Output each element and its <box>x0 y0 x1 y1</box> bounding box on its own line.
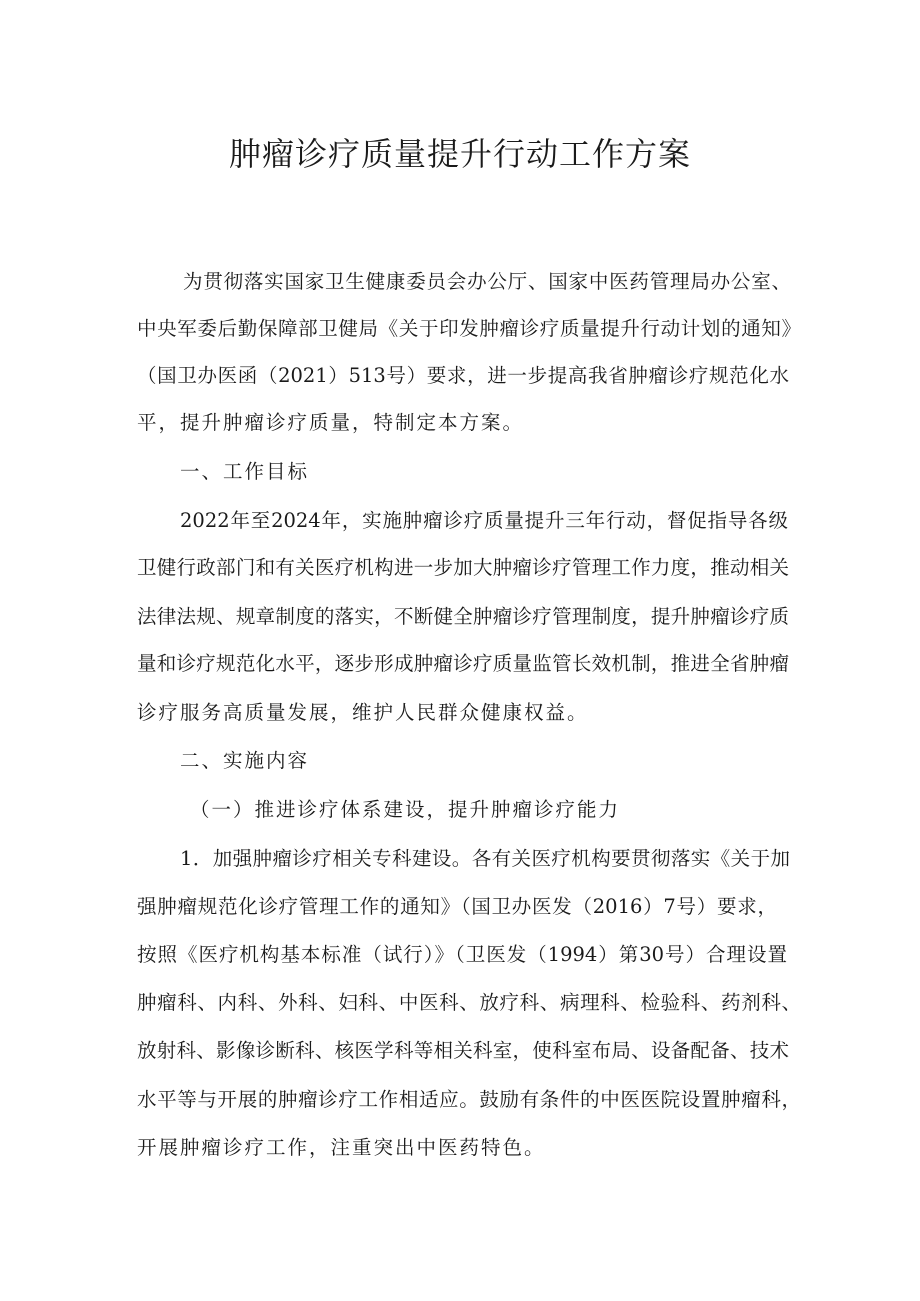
paragraph-line: 水平等与开展的肿瘤诊疗工作相适应。鼓励有条件的中医医院设置肿瘤科， <box>137 1088 801 1111</box>
paragraph-line: 平，提升肿瘤诊疗质量，特制定本方案。 <box>137 411 525 434</box>
paragraph-line: 中央军委后勤保障部卫健局《关于印发肿瘤诊疗质量提升行动计划的通知》 <box>137 317 801 340</box>
paragraph-line: 肿瘤科、内科、外科、妇科、中医科、放疗科、病理科、检验科、药剂科、 <box>137 991 801 1014</box>
section-heading: 一、工作目标 <box>180 460 310 483</box>
paragraph-line: （国卫办医函（2021）513号）要求，进一步提高我省肿瘤诊疗规范化水 <box>137 364 789 387</box>
paragraph-line: 放射科、影像诊断科、核医学科等相关科室，使科室布局、设备配备、技术 <box>137 1039 789 1062</box>
paragraph-line: 按照《医疗机构基本标准（试行）》（卫医发（1994）第30号）合理设置 <box>137 943 787 966</box>
paragraph-line: 诊疗服务高质量发展，维护人民群众健康权益。 <box>137 701 589 724</box>
document-title: 肿瘤诊疗质量提升行动工作方案 <box>228 135 691 173</box>
section-heading: 二、实施内容 <box>180 749 310 772</box>
subsection-heading: （一）推进诊疗体系建设，提升肿瘤诊疗能力 <box>190 798 621 821</box>
paragraph-line: 强肿瘤规范化诊疗管理工作的通知》（国卫办医发（2016）7号）要求， <box>137 895 777 918</box>
paragraph-line: 法律法规、规章制度的落实，不断健全肿瘤诊疗管理制度，提升肿瘤诊疗质 <box>137 605 789 628</box>
paragraph-line: 量和诊疗规范化水平，逐步形成肿瘤诊疗质量监管长效机制，推进全省肿瘤 <box>137 652 789 675</box>
paragraph-line: 卫健行政部门和有关医疗机构进一步加大肿瘤诊疗管理工作力度，推动相关 <box>137 556 789 579</box>
paragraph-line: 1．加强肿瘤诊疗相关专科建设。各有关医疗机构要贯彻落实《关于加 <box>180 847 790 870</box>
paragraph-line: 2022年至2024年，实施肿瘤诊疗质量提升三年行动，督促指导各级 <box>180 509 788 532</box>
paragraph-line: 开展肿瘤诊疗工作，注重突出中医药特色。 <box>137 1136 546 1159</box>
paragraph-line: 为贯彻落实国家卫生健康委员会办公厅、国家中医药管理局办公室、 <box>183 270 791 293</box>
